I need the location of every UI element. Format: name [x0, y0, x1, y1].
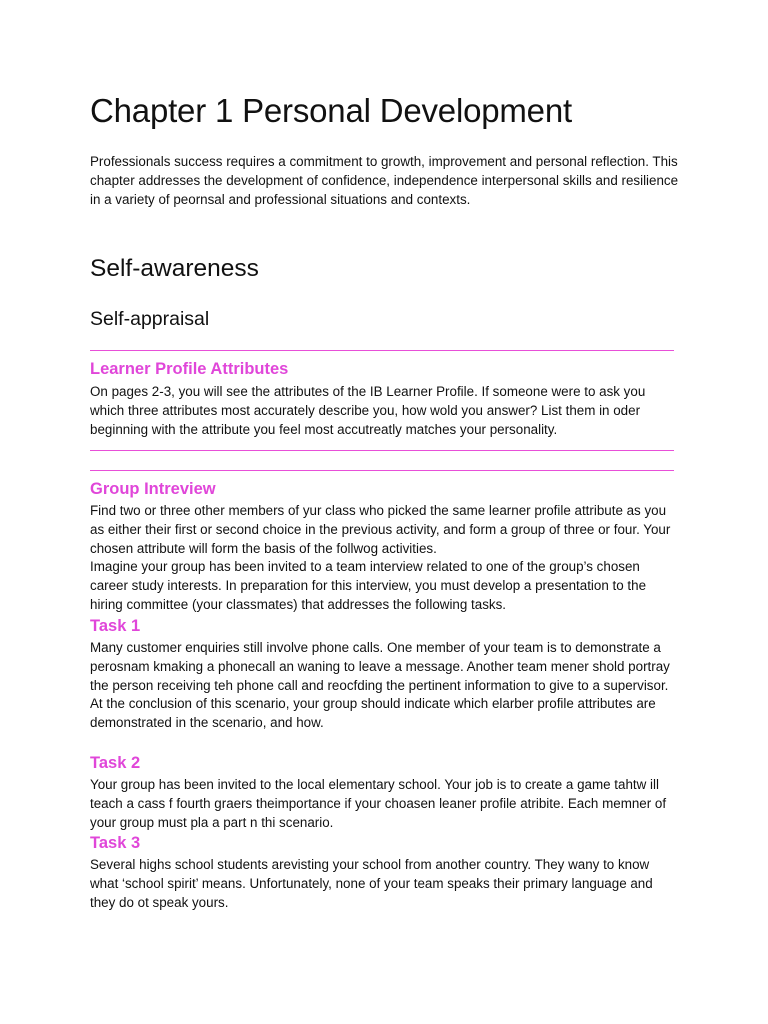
learner-profile-text: On pages 2-3, you will see the attributes of the IB Learner Profile. If someone were to ask you which three attributes most accurately describe you, how wold you answer? List them in oder beginning with the attribute you feel most accutreatly matches your personality.	[90, 384, 646, 437]
group-interview-text	[90, 502, 680, 615]
section-heading: Self-awareness	[90, 255, 259, 282]
task-3-text: Several highs school students arevisting your school from another country. They wany to know what ‘school spirit’ means. Unfortunately, none of your team speaks their primary language and they do ot speak yours.	[90, 857, 653, 910]
subsection-heading: Self-appraisal	[90, 308, 210, 330]
task-2-heading: Task 2	[90, 754, 141, 772]
divider-line	[90, 350, 674, 351]
learner-profile-heading: Learner Profile Attributes	[90, 360, 289, 378]
task-1-heading: Task 1	[90, 617, 141, 635]
task-1-paragraph-1: Many customer enquiries still involve phone calls. One member of your team is to demonstrate a perosnam kmaking a phonecall an waning to leave a message. Another team mener shold portray the person receiving teh phone call and reocfding the pertinent information to give to a supervisor.	[90, 640, 670, 693]
group-interview-paragraph-2: Imagine your group has been invited to a team interview related to one of the group’s chosen career study interests. In preparation for this interview, you must develop a presentation to the hiring committee (your classmates) that addresses the following tasks.	[90, 559, 647, 612]
task-1-paragraph-2: At the conclusion of this scenario, your group should indicate which elarber profile attributes are demonstrated in the scenario, and how.	[90, 696, 656, 731]
task-2-text: Your group has been invited to the local elementary school. Your job is to create a game tahtw ill teach a cass f fourth graers theimportance if your choasen leaner profile atribite. Each memner of your group must pla a part n thi scenario.	[90, 777, 667, 830]
chapter-title: Chapter 1 Personal Development	[90, 92, 572, 129]
task-1-text	[90, 639, 680, 733]
divider-line	[90, 470, 674, 471]
group-interview-paragraph-1: Find two or three other members of yur class who picked the same learner profile attribute as you as either their first or second choice in the previous activity, and form a group of three or four. Your chosen attribute will form the basis of the follwog activities.	[90, 503, 671, 556]
intro-paragraph: Professionals success requires a commitment to growth, improvement and personal reflection. This chapter addresses the development of confidence, independence interpersonal skills and resilience in a variety of peornsal and professional situations and contexts.	[90, 154, 679, 207]
group-interview-heading: Group Intreview	[90, 480, 216, 498]
divider-line	[90, 450, 674, 451]
task-3-heading: Task 3	[90, 834, 141, 852]
